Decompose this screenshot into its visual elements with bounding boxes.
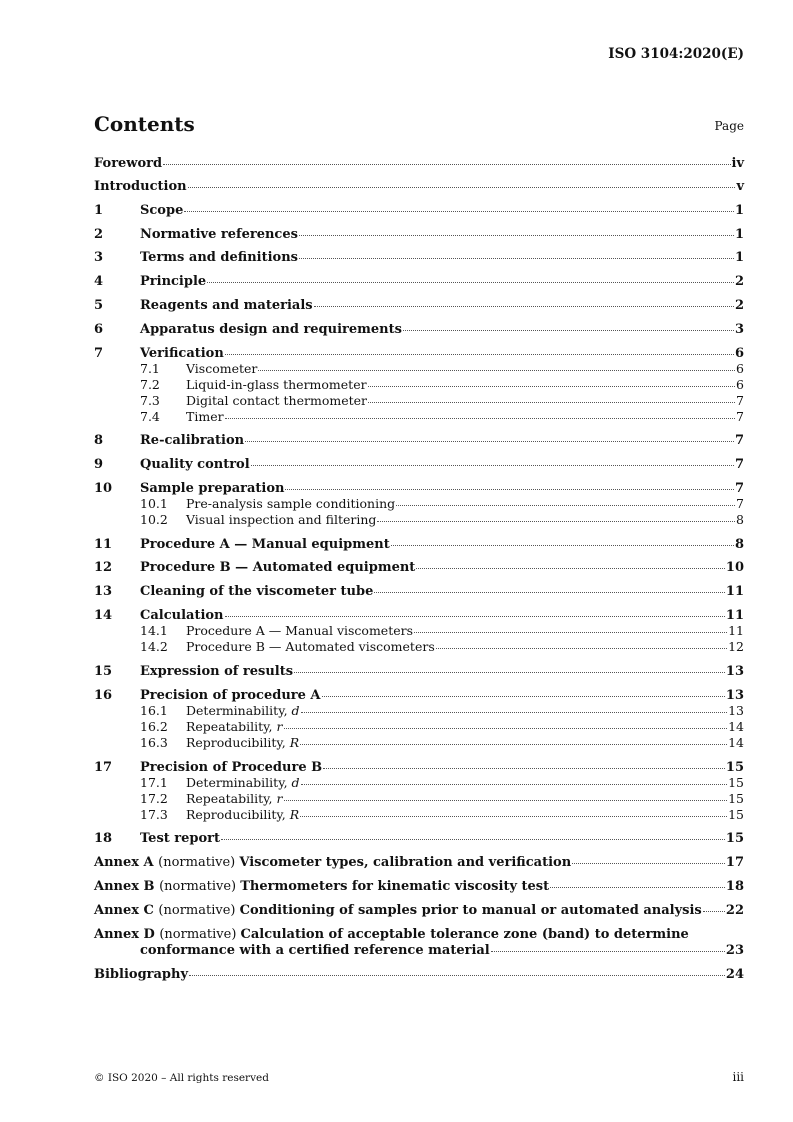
- toc-subentry[interactable]: [94, 410, 744, 424]
- toc-entry-number: 14.2: [140, 639, 168, 654]
- table-of-contents: [94, 156, 744, 986]
- toc-entry[interactable]: [94, 227, 744, 243]
- toc-entry-title-text: Procedure A — Manual viscometers: [186, 623, 414, 638]
- toc-entry-number: 6: [94, 322, 104, 337]
- toc-annex-entry[interactable]: [94, 903, 744, 919]
- toc-entry[interactable]: [94, 457, 744, 473]
- toc-entry-title: [140, 831, 220, 847]
- toc-annex-kind: (normative): [159, 879, 241, 894]
- toc-entry-page: 15: [725, 760, 744, 775]
- toc-entry-page: 17: [725, 855, 744, 870]
- dot-leader: [221, 839, 725, 840]
- toc-entry-page: 14: [728, 735, 744, 750]
- toc-entry-title: [140, 227, 298, 243]
- toc-entry-number: 16.3: [140, 735, 168, 750]
- toc-subentry[interactable]: [94, 378, 744, 392]
- dot-leader: [300, 744, 727, 745]
- toc-entry-title-text: Foreword: [94, 156, 163, 171]
- toc-annex-entry[interactable]: [94, 879, 744, 895]
- toc-entry-page: 11: [728, 623, 744, 638]
- toc-entry-page: 18: [725, 879, 744, 894]
- toc-annex-title: Thermometers for kinematic viscosity test: [240, 879, 550, 894]
- dot-leader: [245, 441, 734, 442]
- toc-entry[interactable]: [94, 433, 744, 449]
- toc-entry-title: [186, 378, 367, 392]
- toc-entry-page: 7: [734, 457, 744, 472]
- toc-entry-page: 22: [725, 903, 744, 918]
- toc-entry-title: [186, 776, 300, 790]
- toc-entry-title-text: Digital contact thermometer: [186, 393, 367, 408]
- toc-entry-title: [94, 179, 187, 195]
- toc-entry-title: [140, 664, 293, 680]
- toc-entry-title: [140, 457, 250, 473]
- toc-entry-title-text: Determinability,: [186, 775, 292, 790]
- toc-entry-title-text: Determinability,: [186, 703, 292, 718]
- dot-leader: [323, 768, 725, 769]
- toc-entry[interactable]: [94, 608, 744, 624]
- toc-entry-number: 7.3: [140, 393, 160, 408]
- toc-entry-title-text: Repeatability,: [186, 719, 277, 734]
- toc-annex-line1: [94, 927, 744, 943]
- dot-leader: [184, 211, 734, 212]
- toc-entry-page: 7: [734, 481, 744, 496]
- toc-entry-title-text: Reproducibility,: [186, 735, 290, 750]
- toc-annex-label: Annex B: [94, 879, 160, 894]
- dot-leader: [396, 505, 735, 506]
- toc-entry-symbol: d: [291, 775, 300, 790]
- toc-subentry[interactable]: [94, 792, 744, 806]
- toc-entry-title: [186, 362, 257, 376]
- page-number: iii: [732, 1070, 744, 1084]
- dot-leader: [189, 975, 725, 976]
- toc-entry-page: 3: [734, 322, 744, 337]
- toc-annex-label: Annex A: [94, 855, 159, 870]
- toc-entry-symbol: R: [289, 735, 300, 750]
- toc-entry[interactable]: [94, 664, 744, 680]
- toc-entry-page: 7: [736, 409, 744, 424]
- toc-subentry[interactable]: [94, 497, 744, 511]
- toc-entry-page: 15: [728, 775, 744, 790]
- toc-entry-symbol: R: [289, 807, 300, 822]
- toc-entry-number: 8: [94, 433, 104, 448]
- toc-entry-number: 10.2: [140, 512, 168, 527]
- toc-annex-label: Annex D: [94, 927, 160, 942]
- toc-entry-number: 5: [94, 298, 104, 313]
- toc-entry-symbol: r: [276, 791, 283, 806]
- dot-leader: [301, 784, 728, 785]
- toc-entry-title: [140, 688, 321, 704]
- toc-entry[interactable]: [94, 831, 744, 847]
- toc-subentry[interactable]: [94, 808, 744, 822]
- toc-entry-page: 6: [736, 361, 744, 376]
- toc-entry-page: 15: [728, 791, 744, 806]
- toc-entry-number: 18: [94, 831, 113, 846]
- toc-entry-title-text: Re-calibration: [140, 433, 245, 448]
- toc-entry-number: 16.2: [140, 719, 168, 734]
- dot-leader: [436, 648, 727, 649]
- toc-entry-title: [140, 203, 183, 219]
- toc-entry-title-text: Calculation: [140, 608, 224, 623]
- toc-entry-page: iv: [731, 156, 744, 171]
- dot-leader: [322, 696, 725, 697]
- toc-entry-page: 11: [725, 608, 744, 623]
- toc-entry-title-text: Test report: [140, 831, 221, 846]
- toc-entry-number: 15: [94, 664, 113, 679]
- toc-entry-number: 17: [94, 760, 113, 775]
- dot-leader: [300, 816, 727, 817]
- toc-annex-text: [94, 903, 702, 919]
- toc-subentry[interactable]: [94, 394, 744, 408]
- toc-entry-title: [140, 322, 402, 338]
- toc-entry-number: 7.2: [140, 377, 160, 392]
- toc-entry-number: 4: [94, 274, 104, 289]
- dot-leader: [368, 402, 735, 403]
- toc-entry-page: 2: [734, 298, 744, 313]
- toc-entry-title: [140, 433, 244, 449]
- toc-entry-number: 7.1: [140, 361, 160, 376]
- dot-leader: [703, 911, 725, 912]
- dot-leader: [391, 545, 734, 546]
- toc-entry-title-text: Verification: [140, 346, 224, 361]
- toc-entry-page: 8: [734, 537, 744, 552]
- toc-entry-title-text: Sample preparation: [140, 481, 285, 496]
- dot-leader: [284, 800, 728, 801]
- toc-annex-kind: (normative): [158, 903, 240, 918]
- toc-entry-title-text: Cleaning of the viscometer tube: [140, 584, 374, 599]
- toc-subentry[interactable]: [94, 736, 744, 750]
- toc-entry-number: 9: [94, 457, 104, 472]
- toc-entry-title-text: Timer: [186, 409, 224, 424]
- toc-entry-page: v: [736, 179, 744, 194]
- dot-leader: [491, 951, 725, 952]
- toc-entry-title: [140, 250, 298, 266]
- toc-entry-title: [140, 560, 415, 576]
- toc-entry[interactable]: [94, 537, 744, 553]
- dot-leader: [299, 235, 734, 236]
- toc-entry-page: 1: [734, 227, 744, 242]
- toc-entry-title-text: Apparatus design and requirements: [140, 322, 402, 337]
- toc-entry-title: [140, 298, 313, 314]
- dot-leader: [225, 354, 734, 355]
- toc-entry-page: 2: [734, 274, 744, 289]
- dot-leader: [188, 187, 736, 188]
- copyright-footer: © ISO 2020 – All rights reserved: [94, 1072, 269, 1084]
- toc-entry-symbol: d: [291, 703, 300, 718]
- toc-subentry[interactable]: [94, 640, 744, 654]
- toc-entry-title-text: Repeatability,: [186, 791, 277, 806]
- toc-annex-entry[interactable]: [94, 855, 744, 871]
- page-column-label: Page: [714, 119, 744, 133]
- dot-leader: [299, 258, 734, 259]
- toc-entry[interactable]: [94, 250, 744, 266]
- dot-leader: [163, 164, 730, 165]
- toc-entry-number: 14: [94, 608, 113, 623]
- toc-entry-number: 13: [94, 584, 113, 599]
- toc-annex-entry[interactable]: [94, 927, 744, 959]
- toc-entry-title-text: Quality control: [140, 457, 250, 472]
- toc-entry-page: 11: [725, 584, 744, 599]
- toc-entry-title: [140, 481, 284, 497]
- toc-entry[interactable]: [94, 156, 744, 172]
- dot-leader: [225, 616, 725, 617]
- toc-entry-page: 13: [725, 688, 744, 703]
- toc-entry-page: 6: [734, 346, 744, 361]
- toc-annex-line2: [140, 943, 744, 959]
- toc-entry-page: 1: [734, 250, 744, 265]
- toc-entry-title: [186, 736, 299, 750]
- dot-leader: [284, 728, 728, 729]
- toc-entry-title: [140, 584, 373, 600]
- toc-annex-title: Viscometer types, calibration and verification: [239, 855, 572, 870]
- toc-entry[interactable]: [94, 179, 744, 195]
- toc-entry-title-text: Scope: [140, 203, 184, 218]
- toc-entry-page: 10: [725, 560, 744, 575]
- toc-entry[interactable]: [94, 688, 744, 704]
- toc-entry-title-text: Precision of Procedure B: [140, 760, 323, 775]
- toc-entry-page: 23: [725, 943, 744, 958]
- dot-leader: [368, 386, 735, 387]
- dot-leader: [414, 632, 727, 633]
- dot-leader: [285, 489, 733, 490]
- dot-leader: [403, 330, 734, 331]
- toc-entry-title: [186, 394, 367, 408]
- dot-leader: [550, 887, 725, 888]
- toc-entry-title: [186, 410, 224, 424]
- toc-entry-title-text: Viscometer: [186, 361, 258, 376]
- toc-annex-title: Calculation of acceptable tolerance zone (band) to determine: [240, 927, 689, 942]
- toc-entry-title-text: Procedure B — Automated equipment: [140, 560, 416, 575]
- toc-entry-title: [186, 497, 395, 511]
- toc-entry-number: 14.1: [140, 623, 168, 638]
- toc-entry[interactable]: [94, 346, 744, 362]
- toc-entry-title: [94, 156, 162, 172]
- toc-entry-number: 16.1: [140, 703, 168, 718]
- toc-annex-text: [94, 879, 549, 895]
- toc-entry-page: 12: [728, 639, 744, 654]
- toc-entry-page: 7: [736, 496, 744, 511]
- dot-leader: [377, 521, 735, 522]
- toc-bibliography[interactable]: [94, 967, 744, 983]
- toc-entry[interactable]: [94, 203, 744, 219]
- toc-subentry[interactable]: [94, 624, 744, 638]
- toc-entry-title: [186, 640, 435, 654]
- toc-entry[interactable]: [94, 481, 744, 497]
- toc-entry-title-text: Terms and definitions: [140, 250, 298, 265]
- dot-leader: [225, 418, 735, 419]
- toc-entry-number: 12: [94, 560, 113, 575]
- toc-entry-title-text: Procedure A — Manual equipment: [140, 537, 390, 552]
- toc-entry-symbol: r: [276, 719, 283, 734]
- toc-entry-page: 24: [725, 967, 744, 982]
- toc-entry-page: 13: [728, 703, 744, 718]
- toc-entry-title: [186, 808, 299, 822]
- toc-entry[interactable]: [94, 760, 744, 776]
- toc-entry-title: [186, 720, 283, 734]
- toc-entry-title-text: Precision of procedure A: [140, 688, 321, 703]
- toc-entry[interactable]: [94, 560, 744, 576]
- toc-subentry[interactable]: [94, 362, 744, 376]
- toc-entry-number: 10: [94, 481, 113, 496]
- toc-entry-page: 15: [728, 807, 744, 822]
- document-id-header: ISO 3104:2020(E): [608, 46, 744, 62]
- toc-entry-title-text: Liquid-in-glass thermometer: [186, 377, 367, 392]
- toc-entry-title-text: Procedure B — Automated viscometers: [186, 639, 435, 654]
- toc-entry-page: 14: [728, 719, 744, 734]
- toc-entry-page: 7: [734, 433, 744, 448]
- toc-entry[interactable]: [94, 322, 744, 338]
- toc-entry-title-text: Normative references: [140, 227, 298, 242]
- toc-entry-title-text: Pre-analysis sample conditioning: [186, 496, 396, 511]
- toc-entry-title: [140, 274, 206, 290]
- toc-annex-label: Annex C: [94, 903, 159, 918]
- toc-entry-number: 7: [94, 346, 104, 361]
- toc-annex-kind: (normative): [159, 927, 241, 942]
- toc-entry-title: [140, 760, 322, 776]
- toc-entry-title: [186, 792, 283, 806]
- toc-annex-title: conformance with a certified reference material: [140, 943, 490, 958]
- toc-annex-title: Conditioning of samples prior to manual or automated analysis: [239, 903, 702, 918]
- toc-entry-title-text: Reagents and materials: [140, 298, 313, 313]
- toc-subentry[interactable]: [94, 513, 744, 527]
- toc-entry-number: 11: [94, 537, 113, 552]
- toc-entry-page: 1: [734, 203, 744, 218]
- dot-leader: [374, 592, 725, 593]
- toc-entry-title-text: Principle: [140, 274, 207, 289]
- toc-entry-title-text: Visual inspection and filtering: [186, 512, 377, 527]
- toc-subentry[interactable]: [94, 704, 744, 718]
- toc-entry-title-text: Introduction: [94, 179, 187, 194]
- toc-entry-number: 10.1: [140, 496, 168, 511]
- dot-leader: [416, 568, 725, 569]
- toc-entry-number: 17.3: [140, 807, 168, 822]
- toc-entry-page: 7: [736, 393, 744, 408]
- toc-subentry[interactable]: [94, 720, 744, 734]
- toc-entry-page: 15: [725, 831, 744, 846]
- toc-entry-number: 16: [94, 688, 113, 703]
- toc-entry-number: 3: [94, 250, 104, 265]
- toc-entry[interactable]: [94, 298, 744, 314]
- toc-entry-number: 7.4: [140, 409, 160, 424]
- toc-entry[interactable]: [94, 274, 744, 290]
- toc-entry-title: Bibliography: [94, 967, 189, 982]
- toc-entry-page: 8: [736, 512, 744, 527]
- toc-entry-page: 6: [736, 377, 744, 392]
- contents-title: Contents: [94, 112, 195, 136]
- toc-entry-title-text: Reproducibility,: [186, 807, 290, 822]
- toc-entry-title: [186, 513, 376, 527]
- toc-entry-title: [140, 346, 224, 362]
- toc-entry-title: [140, 608, 224, 624]
- toc-entry-title: [186, 624, 413, 638]
- toc-entry-number: 1: [94, 203, 104, 218]
- dot-leader: [314, 306, 734, 307]
- dot-leader: [251, 465, 734, 466]
- toc-entry-title-text: Expression of results: [140, 664, 294, 679]
- toc-entry[interactable]: [94, 584, 744, 600]
- dot-leader: [572, 863, 725, 864]
- dot-leader: [301, 712, 728, 713]
- toc-entry-title: [186, 704, 300, 718]
- toc-entry-number: 17.1: [140, 775, 168, 790]
- toc-subentry[interactable]: [94, 776, 744, 790]
- toc-entry-number: 17.2: [140, 791, 168, 806]
- dot-leader: [258, 370, 735, 371]
- toc-annex-kind: (normative): [158, 855, 240, 870]
- dot-leader: [294, 672, 725, 673]
- toc-entry-number: 2: [94, 227, 104, 242]
- toc-entry-title: [140, 537, 390, 553]
- dot-leader: [207, 282, 734, 283]
- toc-entry-page: 13: [725, 664, 744, 679]
- toc-annex-text: [94, 855, 571, 871]
